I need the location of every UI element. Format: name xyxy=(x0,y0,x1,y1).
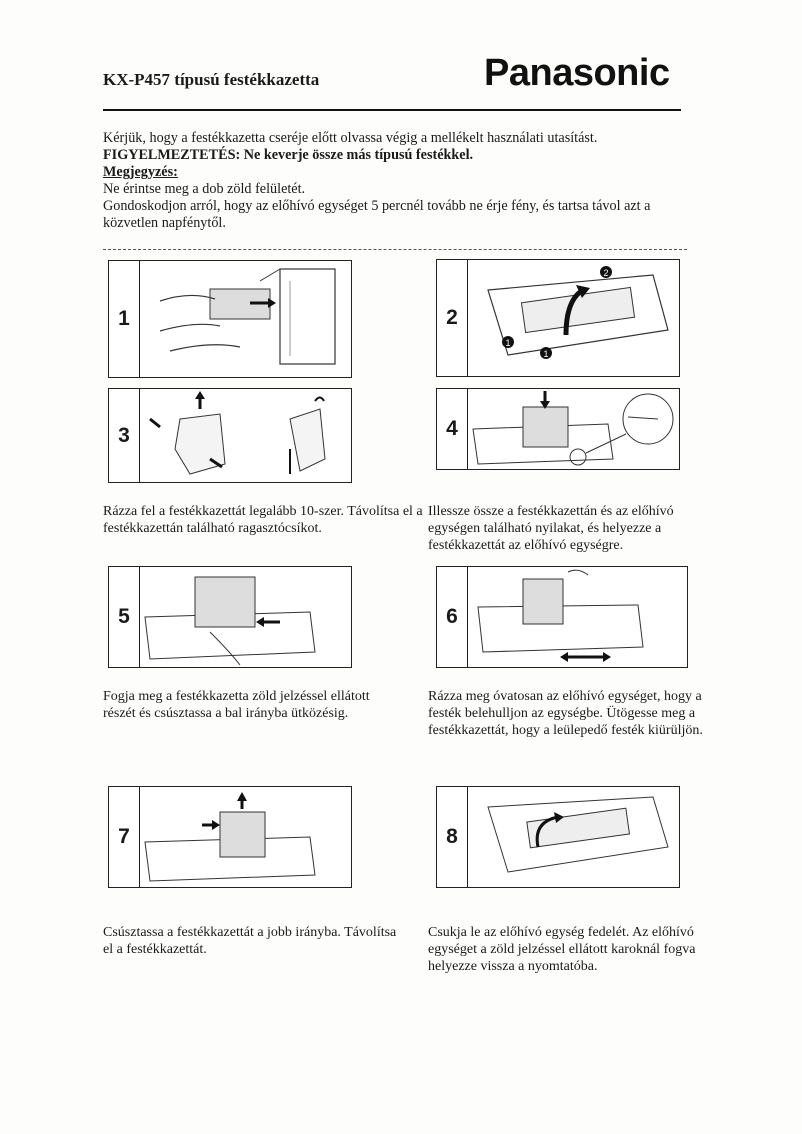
close-cover-illustration xyxy=(468,787,678,887)
step-number: 5 xyxy=(109,567,140,667)
step-7-caption: Csúsztassa a festékkazettát a jobb irányba. Távolítsa el a festékkazettát. xyxy=(103,925,397,957)
step-8-caption: Csukja le az előhívó egység fedelét. Az előhívó egységet a zöld jelzéssel ellátott karoknál fogva helyezze vissza a nyomtatóba. xyxy=(428,925,696,974)
toner-shake-illustration xyxy=(140,389,350,482)
step-3-caption: Rázza fel a festékkazettát legalább 10-szer. Távolítsa el a festékkazettán található ragasztócsíkot. xyxy=(103,504,423,536)
step-4-panel xyxy=(436,388,680,470)
step-number: 7 xyxy=(109,787,140,887)
callout-1b: 1 xyxy=(543,349,549,359)
brand-logo: Panasonic xyxy=(484,52,670,94)
printer-open-illustration xyxy=(140,261,350,377)
dashed-divider xyxy=(103,249,687,250)
note-label: Megjegyzés: xyxy=(103,164,178,180)
step-number: 1 xyxy=(109,261,140,377)
note-line-1: Ne érintse meg a dob zöld felületét. xyxy=(103,181,306,197)
callout-1a: 1 xyxy=(505,338,511,348)
step-5-panel xyxy=(108,566,352,668)
step-3-panel xyxy=(108,388,352,483)
step-number: 6 xyxy=(437,567,468,667)
callout-2: 2 xyxy=(603,268,609,278)
step-number: 3 xyxy=(109,389,140,482)
step-6-panel xyxy=(436,566,688,668)
note-line-2: Gondoskodjon arról, hogy az előhívó egységet 5 percnél tovább ne érje fény, és tartsa távol azt a közvetlen napfénytől. xyxy=(103,198,651,231)
warning-line: FIGYELMEZTETÉS: Ne keverje össze más típusú festékkel. xyxy=(103,147,474,163)
step-6-caption: Rázza meg óvatosan az előhívó egységet, hogy a festék belehulljon az egységbe. Ütögesse meg a festékkazettát, hogy a leülepedő festék kiürüljön. xyxy=(428,689,703,738)
document-title: KX-P457 típusú festékkazetta xyxy=(103,70,320,89)
step-number: 4 xyxy=(437,389,468,469)
step-4-caption: Illessze össze a festékkazettán és az előhívó egységen található nyilakat, és helyezze a festékkazettát az előhívó egységre. xyxy=(428,504,674,553)
developer-shake-illustration xyxy=(468,567,686,667)
step-7-panel xyxy=(108,786,352,888)
toner-insert-illustration xyxy=(468,389,678,469)
toner-slide-left-illustration xyxy=(140,567,350,667)
header-rule xyxy=(103,109,681,111)
step-number: 2 xyxy=(437,260,468,376)
step-8-panel xyxy=(436,786,680,888)
step-5-caption: Fogja meg a festékkazetta zöld jelzéssel ellátott részét és csúsztassa a bal irányba ütközésig. xyxy=(103,689,370,721)
toner-remove-illustration xyxy=(140,787,350,887)
step-number: 8 xyxy=(437,787,468,887)
step-1-panel xyxy=(108,260,352,378)
intro-block xyxy=(103,130,703,232)
developer-unit-open-illustration xyxy=(468,260,678,376)
intro-line: Kérjük, hogy a festékkazetta cseréje előtt olvassa végig a mellékelt használati utasítást. xyxy=(103,130,598,146)
step-2-panel xyxy=(436,259,680,377)
